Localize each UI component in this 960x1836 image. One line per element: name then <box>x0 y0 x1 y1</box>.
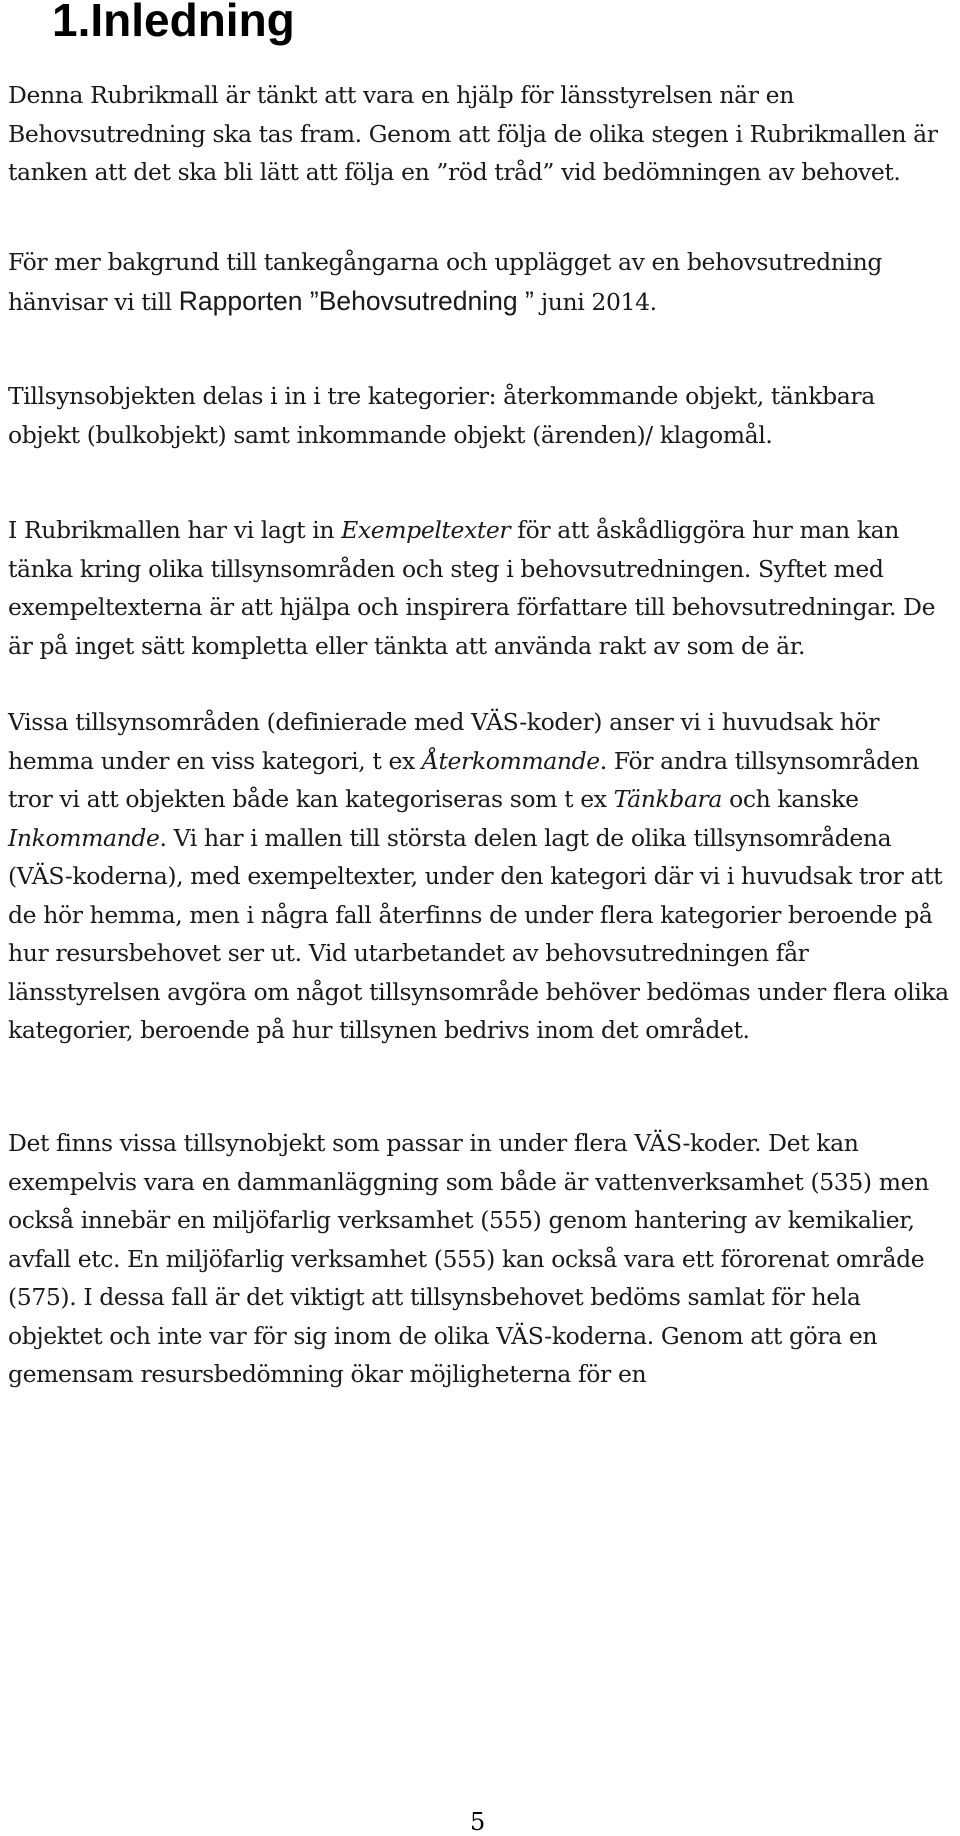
paragraph-multiple-codes <box>8 1124 953 1394</box>
page-title: 1.Inledning <box>52 0 295 46</box>
paragraph-categories <box>8 377 953 454</box>
report-reference: Rapporten ”Behovsutredning ” <box>178 285 534 316</box>
paragraph-background <box>8 243 953 321</box>
paragraph-multiple-codes-text: Det finns vissa tillsynobjekt som passar in under flera VÄS-koder. Det kan exempelvis vara en dammanläggning som både är vattenverksamhet (535) men också innebär en miljöfarlig verksamhet (555) genom hantering av kemikalier, avfall etc. En miljöfarlig verksamhet (555) kan också vara ett förorenat område (575). I dessa fall är det viktigt att tillsynsbehovet bedöms samlat för hela objektet och inte var för sig inom de olika VÄS-koderna. Genom att göra en gemensam resursbedömning ökar möjligheterna för en <box>8 1129 929 1388</box>
paragraph-background-tail: juni 2014. <box>533 287 657 316</box>
paragraph-intro-text: Denna Rubrikmall är tänkt att vara en hjälp för länsstyrelsen när en Behovsutredning ska tas fram. Genom att följa de olika stegen i Rubrikmallen är tanken att det ska bli lätt att följa en ”röd tråd” vid bedömningen av behovet. <box>8 81 938 186</box>
paragraph-intro <box>8 76 953 192</box>
paragraph-supervision-areas-rest: . Vi har i mallen till största delen lagt de olika tillsynsområdena (VÄS-koderna), med exempeltexter, under den kategori där vi i huvudsak tror att de hör hemma, men i några fall återfinns de under flera kategorier beroende på hur resursbehovet ser ut. Vid utarbetandet av behovsutredningen får länsstyrelsen avgöra om något tillsynsområde behöver bedömas under flera olika kategorier, beroende på hur tillsynen bedrivs inom det området. <box>8 823 949 1044</box>
page-number: 5 <box>470 1808 486 1836</box>
paragraph-background-text: För mer bakgrund till tankegångarna och upplägget av en behovsutredning hänvisar vi till <box>8 248 883 316</box>
paragraph-categories-text: Tillsynsobjekten delas i in i tre kategorier: återkommande objekt, tänkbara objekt (bulkobjekt) samt inkommande objekt (ärenden)/ klagomål. <box>8 382 875 449</box>
paragraph-supervision-areas-middle-1: . För andra tillsynsområden tror vi att objekten både kan kategoriseras som t ex <box>8 746 919 813</box>
aterkommande-term: Återkommande <box>421 746 600 775</box>
paragraph-example-texts <box>8 511 953 665</box>
paragraph-supervision-areas <box>8 703 953 1050</box>
paragraph-supervision-areas-start: Vissa tillsynsområden (definierade med VÄS-koder) anser vi i huvudsak hör hemma under en viss kategori, t ex <box>8 708 880 775</box>
paragraph-example-texts-rest: för att åskådliggöra hur man kan tänka kring olika tillsynsområden och steg i behovsutredningen. Syftet med exempeltexterna är att hjälpa och inspirera författare till behovsutredningar. De är på inget sätt kompletta eller tänkta att använda rakt av som de är. <box>8 516 936 660</box>
paragraph-supervision-areas-middle-2: och kanske <box>722 785 859 813</box>
paragraph-example-texts-start: I Rubrikmallen har vi lagt in <box>8 516 342 544</box>
tankbara-term: Tänkbara <box>613 785 723 813</box>
inkommande-term: Inkommande <box>8 823 160 852</box>
exempeltexter-term: Exempeltexter <box>341 516 511 544</box>
